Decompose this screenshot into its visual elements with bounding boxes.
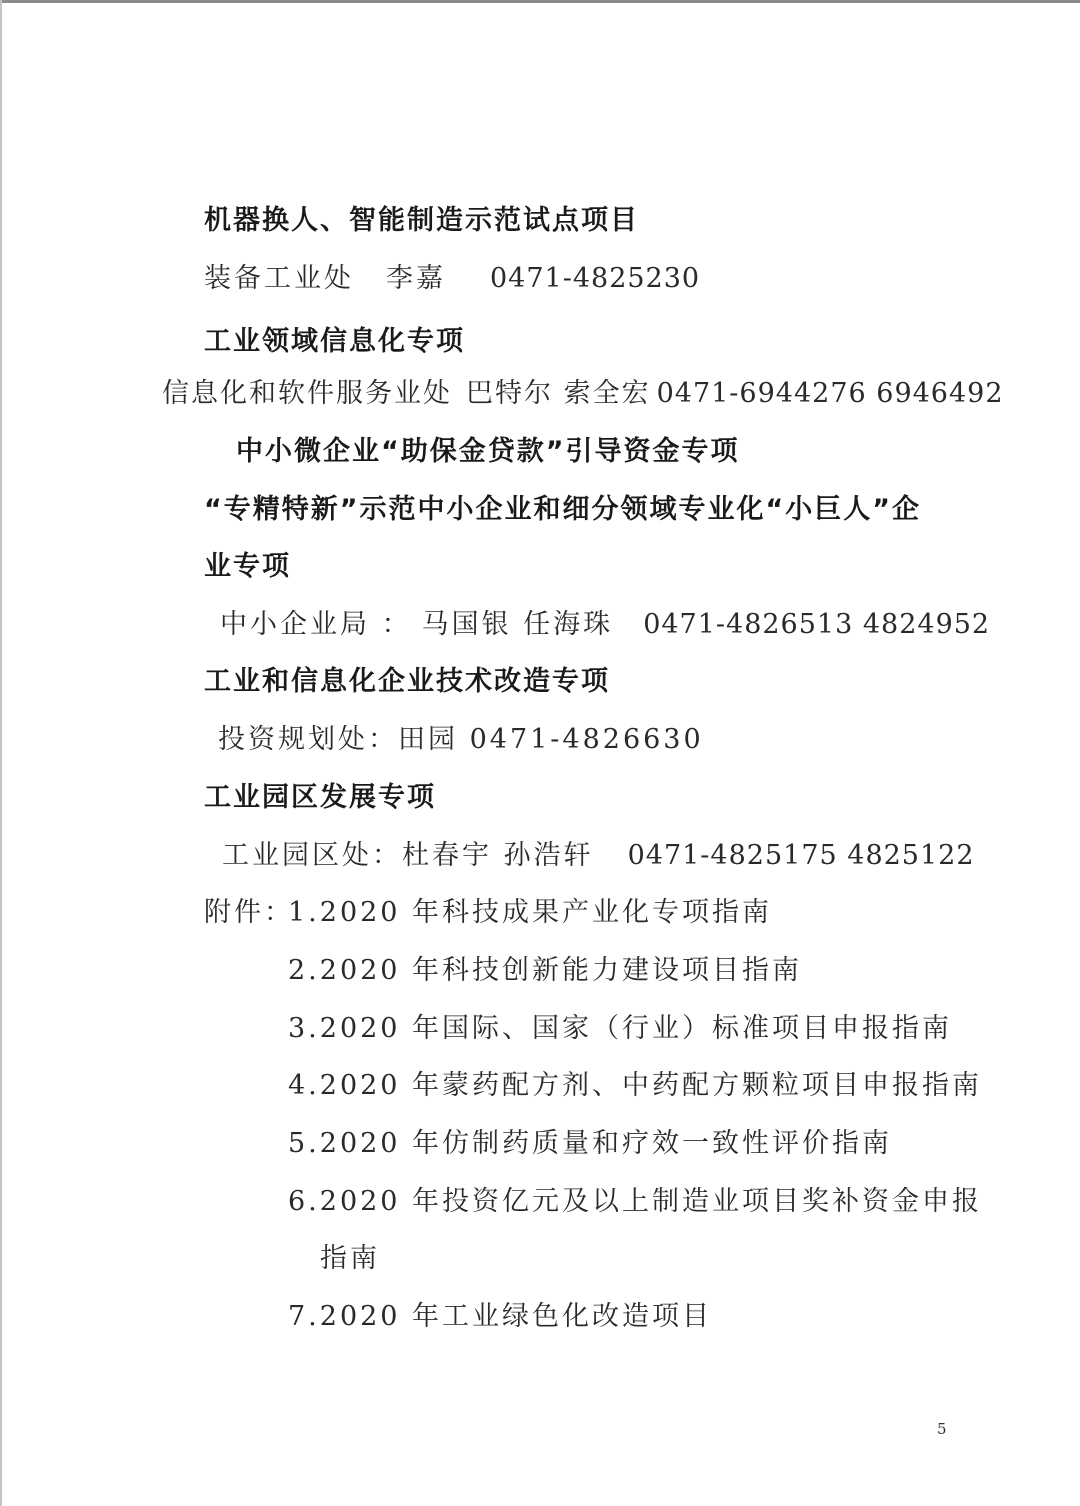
section-title-little-giant-line1: “专精特新”示范中小企业和细分领域专业化“小巨人”企 [204,494,921,525]
attachment-item-2: 2.2020 年科技创新能力建设项目指南 [288,955,803,986]
contact-phones: 0471-4825230 [490,263,701,294]
attachment-item-7: 7.2020 年工业绿色化改造项目 [288,1301,713,1332]
page-left-border [0,0,2,1506]
contact-people: 李嘉 [386,263,446,294]
attachment-item-1: 1.2020 年科技成果产业化专项指南 [288,897,773,928]
attachment-item-5: 5.2020 年仿制药质量和疗效一致性评价指南 [288,1128,893,1159]
contact-people: 巴特尔 索全宏 [466,378,651,409]
contact-dept: 信息化和软件服务业处 [162,378,452,409]
section-title-industrial-park: 工业园区发展专项 [204,782,436,813]
attachment-item-6-continuation: 指南 [320,1243,380,1274]
attachment-item-4: 4.2020 年蒙药配方剂、中药配方颗粒项目申报指南 [288,1070,983,1101]
section-title-little-giant-line2: 业专项 [204,551,291,582]
attachment-item-6: 6.2020 年投资亿元及以上制造业项目奖补资金申报 [288,1186,983,1217]
contact-line-equipment [204,263,700,295]
attachment-label: 附件： [204,897,294,928]
contact-line-software [162,378,1004,410]
section-title-sme-loan-fund: 中小微企业“助保金贷款”引导资金专项 [236,436,740,467]
section-title-robot-manufacturing: 机器换人、智能制造示范试点项目 [204,205,639,236]
attachment-item-3: 3.2020 年国际、国家（行业）标准项目申报指南 [288,1013,953,1044]
page-top-border [0,0,1080,3]
contact-people: 马国银 任海珠 [421,609,614,640]
contact-line-industrial-park [222,840,975,872]
contact-line-investment-planning: 投资规划处：田园 0471-4826630 [218,724,704,755]
contact-line-sme-bureau [220,609,990,641]
contact-phones: 0471-4826513 4824952 [643,609,991,640]
contact-dept: 中小企业局 ： [220,609,412,640]
section-title-tech-upgrade: 工业和信息化企业技术改造专项 [204,666,610,697]
contact-phones: 0471-6944276 6946492 [656,378,1004,409]
contact-dept: 装备工业处 [204,263,354,294]
contact-text: 工业园区处：杜春宇 孙浩轩 [222,840,594,871]
page-number: 5 [937,1420,947,1438]
section-title-industrial-informatization: 工业领域信息化专项 [204,326,465,357]
contact-phones: 0471-4825175 4825122 [627,840,975,871]
